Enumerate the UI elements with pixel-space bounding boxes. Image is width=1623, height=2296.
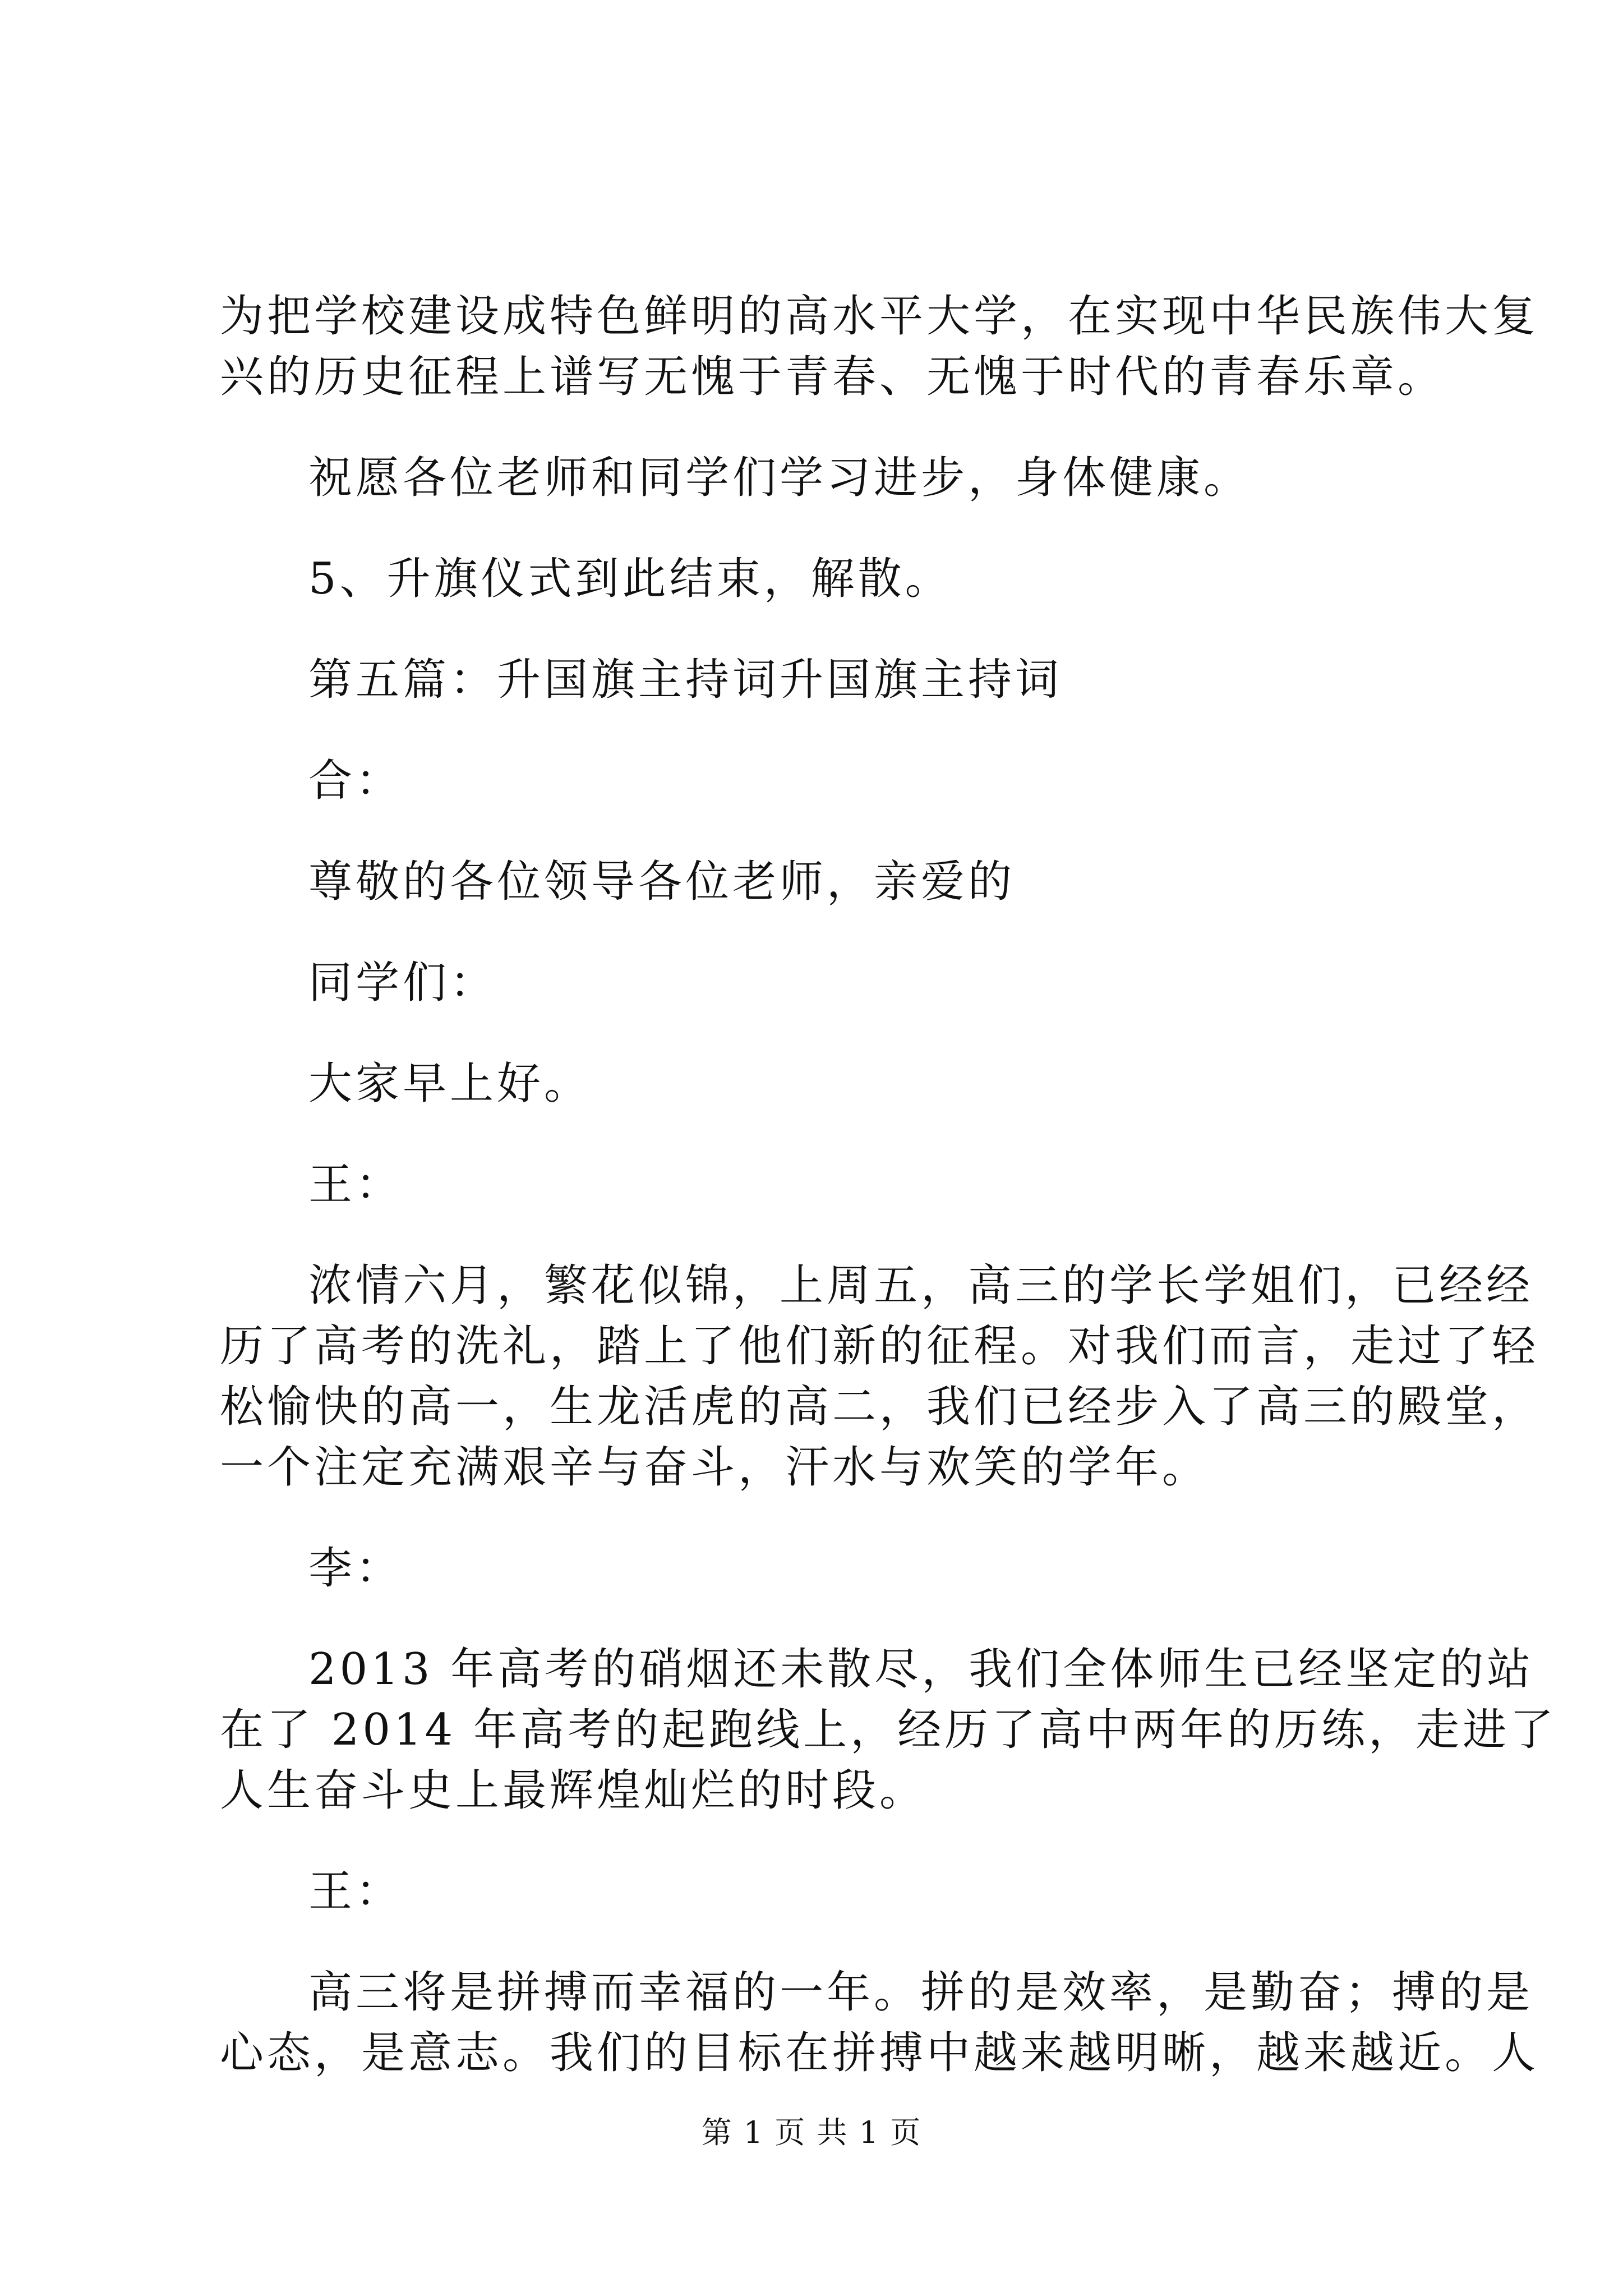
body-text bbox=[220, 286, 1557, 2083]
paragraph-line: 同学们： bbox=[308, 958, 497, 1008]
paragraph-line: 人生奋斗史上最辉煌灿烂的时段。 bbox=[220, 1765, 927, 1816]
paragraph-line: 一个注定充满艰辛与奋斗，汗水与欢笑的学年。 bbox=[220, 1442, 1210, 1493]
paragraph-line: 心态，是意志。我们的目标在拼搏中越来越明晰，越来越近。人 bbox=[220, 2028, 1539, 2078]
speaker-label: 合： bbox=[308, 756, 403, 806]
paragraph-line: 尊敬的各位领导各位老师，亲爱的 bbox=[308, 857, 1016, 907]
speaker-label: 王： bbox=[308, 1866, 403, 1917]
paragraph-line: 为把学校建设成特色鲜明的高水平大学，在实现中华民族伟大复 bbox=[220, 291, 1539, 342]
speaker-label: 王： bbox=[308, 1159, 403, 1210]
paragraph-line: 松愉快的高一，生龙活虎的高二，我们已经步入了高三的殿堂， bbox=[220, 1382, 1539, 1432]
paragraph-line: 祝愿各位老师和同学们学习进步，身体健康。 bbox=[308, 453, 1251, 503]
paragraph-line: 2013 年高考的硝烟还未散尽，我们全体师生已经坚定的站 bbox=[308, 1644, 1534, 1695]
paragraph-line: 浓情六月，繁花似锦，上周五，高三的学长学姐们，已经经 bbox=[308, 1260, 1534, 1311]
speaker-label: 李： bbox=[308, 1543, 403, 1594]
section-heading: 第五篇：升国旗主持词升国旗主持词 bbox=[308, 655, 1063, 705]
paragraph-line: 在了 2014 年高考的起跑线上，经历了高中两年的历练，走进了 bbox=[220, 1705, 1557, 1755]
paragraph-line: 高三将是拼搏而幸福的一年。拼的是效率，是勤奋；搏的是 bbox=[308, 1967, 1534, 2018]
paragraph-line: 历了高考的洗礼，踏上了他们新的征程。对我们而言，走过了轻 bbox=[220, 1321, 1539, 1372]
paragraph-line: 兴的历史征程上谱写无愧于青春、无愧于时代的青春乐章。 bbox=[220, 352, 1445, 402]
paragraph-line: 5、升旗仪式到此结束，解散。 bbox=[308, 554, 952, 604]
page-number-footer: 第 1 页 共 1 页 bbox=[701, 2115, 922, 2150]
paragraph-line: 大家早上好。 bbox=[308, 1059, 592, 1109]
